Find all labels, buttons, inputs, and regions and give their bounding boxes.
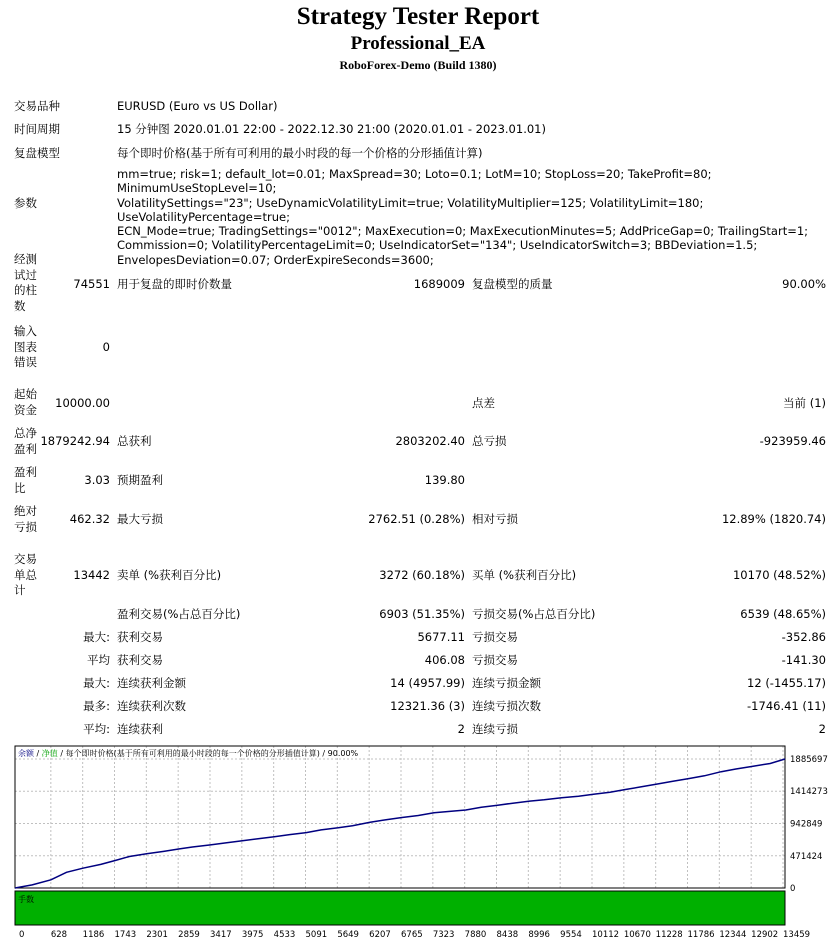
y-tick-label: 0 [790,884,796,894]
balance-chart [14,745,828,939]
max-cons-prefix: 最大: [83,676,110,690]
gross-loss-label: 总亏损 [472,434,507,448]
x-tick-label: 3417 [210,930,232,939]
max-cons-wins-label: 连续获利金额 [117,676,186,690]
ticks-value: 1689009 [413,277,465,291]
errors-value: 0 [102,340,110,354]
largest-loss-value: -352.86 [781,630,826,644]
deposit-label: 起始资金 [14,387,37,417]
total-trades-value: 13442 [73,568,110,582]
x-tick-label: 0 [19,930,25,939]
max-cons-losses-label: 连续亏损金额 [472,676,541,690]
period-label: 时间周期 [14,122,60,136]
average-prefix: 平均 [87,653,110,667]
gross-loss-value: -923959.46 [759,434,826,448]
spread-value: 当前 (1) [783,396,826,410]
x-tick-label: 9554 [560,930,582,939]
average-loss-label: 亏损交易 [472,653,518,667]
y-axis-ticks [790,755,828,894]
x-tick-label: 1186 [82,930,105,939]
long-positions-value: 10170 (48.52%) [732,568,826,582]
loss-trades-value: 6539 (48.65%) [740,607,826,621]
net-profit-label: 总净盈利 [14,426,37,456]
avg-cons-losses-label: 连续亏损 [472,722,518,736]
largest-profit-label: 获利交易 [117,630,163,644]
maximal-cons-prefix: 最多: [83,699,110,713]
largest-loss-label: 亏损交易 [472,630,518,644]
rel-drawdown-value: 12.89% (1820.74) [721,512,826,526]
lots-bar [15,891,785,925]
params-line: mm=true; risk=1; default_lot=0.01; MaxSpread=30; Loto=0.1; LotM=10; StopLoss=20; TakeProfit=80; MinimumUseStopLevel=10; [117,167,712,196]
params-line: EnvelopesDeviation=0.07; OrderExpireSeconds=3600; [117,252,434,267]
y-tick-label: 1414273 [790,787,828,798]
quality-label: 复盘模型的质量 [472,277,553,291]
long-positions-label: 买单 (%获利百分比) [472,568,577,582]
total-trades-label: 交易单总计 [14,552,37,597]
spread-label: 点差 [472,396,495,410]
model-label: 复盘模型 [14,146,60,160]
errors-label: 输入图表错误 [14,324,37,369]
x-tick-label: 3975 [241,930,264,939]
params-value [117,167,832,267]
x-tick-label: 2301 [146,930,168,939]
x-tick-label: 5091 [305,930,328,939]
x-tick-label: 10112 [592,930,620,939]
ea-name: Professional_EA [350,33,486,54]
report-title: Strategy Tester Report [296,3,540,30]
largest-profit-value: 5677.11 [417,630,465,644]
abs-drawdown-value: 462.32 [69,512,110,526]
legend-equity: 净值 [41,749,58,758]
abs-drawdown-label: 绝对亏损 [14,504,37,534]
period-value: 15 分钟图 2020.01.01 22:00 - 2022.12.30 21:00 (2020.01.01 - 2023.01.01) [117,122,546,136]
params-line: VolatilitySettings="23"; UseDynamicVolatilityLimit=true; VolatilityMultiplier=125; VolatilityLimit=180; UseVolatilityPercentage=true; [117,195,704,224]
gross-profit-value: 2803202.40 [395,434,465,448]
short-positions-label: 卖单 (%获利百分比) [117,568,222,582]
profit-factor-label: 盈利比 [14,465,37,495]
x-tick-label: 5649 [337,930,359,939]
maximal-cons-profit-value: 12321.36 (3) [390,699,465,713]
max-drawdown-label: 最大亏损 [117,512,163,526]
x-tick-label: 628 [50,930,68,939]
symbol-value: EURUSD (Euro vs US Dollar) [117,99,278,113]
y-tick-label: 942849 [790,819,823,830]
legend-quality: 90.00% [327,749,359,758]
rel-drawdown-label: 相对亏损 [472,512,518,526]
short-positions-value: 3272 (60.18%) [379,568,465,582]
average-loss-value: -141.30 [781,653,826,667]
maximal-cons-loss-label: 连续亏损次数 [472,699,541,713]
x-tick-label: 6207 [369,930,391,939]
server-build: RoboForex-Demo (Build 1380) [339,58,497,72]
largest-prefix: 最大: [83,630,110,644]
loss-trades-label: 亏损交易(%占总百分比) [472,607,596,621]
x-tick-label: 12344 [719,930,747,939]
y-tick-label: 471424 [790,851,823,862]
bars-value: 74551 [73,277,110,291]
average-profit-label: 获利交易 [117,653,163,667]
x-tick-label: 6765 [401,930,423,939]
max-cons-wins-value: 14 (4957.99) [390,676,465,690]
avg-cons-losses-value: 2 [818,722,826,736]
params-line: ECN_Mode=true; TradingSettings="0012"; MaxExecution=0; MaxExecutionMinutes=5; AddPriceGap=0; TrailingStart=1; [117,224,809,239]
gross-profit-label: 总获利 [117,434,152,448]
x-tick-label: 10670 [623,930,651,939]
x-tick-label: 2859 [178,930,200,939]
maximal-cons-loss-value: -1746.41 (11) [747,699,826,713]
quality-value: 90.00% [782,277,826,291]
params-label: 参数 [14,196,37,210]
avg-cons-wins-label: 连续获利 [117,722,163,736]
avg-cons-wins-value: 2 [457,722,465,736]
x-tick-label: 13459 [783,930,811,939]
params-line: Commission=0; VolatilityPercentageLimit=0; UseIndicatorSet="134"; UseIndicatorSwitch=3; BBDeviation=1.5; [117,238,758,253]
max-cons-losses-value: 12 (-1455.17) [747,676,826,690]
legend-balance: 余额 [18,749,34,758]
x-tick-label: 7323 [432,930,455,939]
y-tick-label: 1885697 [790,755,828,765]
legend-model: 每个即时价格(基于所有可利用的最小时段的每一个价格的分形插值计算) [65,749,320,758]
ticks-label: 用于复盘的即时价数量 [117,277,232,291]
x-tick-label: 11228 [655,930,683,939]
avg-cons-prefix: 平均: [83,722,110,736]
profit-factor-value: 3.03 [84,473,110,487]
profit-trades-label: 盈利交易(%占总百分比) [117,607,241,621]
expected-payoff-value: 139.80 [424,473,465,487]
deposit-value: 10000.00 [55,396,110,410]
max-drawdown-value: 2762.51 (0.28%) [368,512,465,526]
average-profit-value: 406.08 [424,653,465,667]
x-tick-label: 12902 [751,930,779,939]
x-tick-label: 8996 [528,930,550,939]
maximal-cons-profit-label: 连续获利次数 [117,699,186,713]
x-tick-label: 4533 [273,930,296,939]
profit-trades-value: 6903 (51.35%) [379,607,465,621]
net-profit-value: 1879242.94 [40,434,110,448]
symbol-label: 交易品种 [14,99,60,113]
x-tick-label: 11786 [687,930,715,939]
expected-payoff-label: 预期盈利 [117,473,163,487]
x-tick-label: 8438 [496,930,519,939]
x-tick-label: 1743 [114,930,137,939]
bars-label: 经测试过的柱数 [14,252,37,313]
chart-legend: 余额 / 净值 / 每个即时价格(基于所有可利用的最小时段的每一个价格的分形插值计算) / 90.00% [18,749,359,758]
lots-label: 手数 [18,895,34,904]
model-value: 每个即时价格(基于所有可利用的最小时段的每一个价格的分形插值计算) [117,146,483,160]
x-tick-label: 7880 [464,930,487,939]
